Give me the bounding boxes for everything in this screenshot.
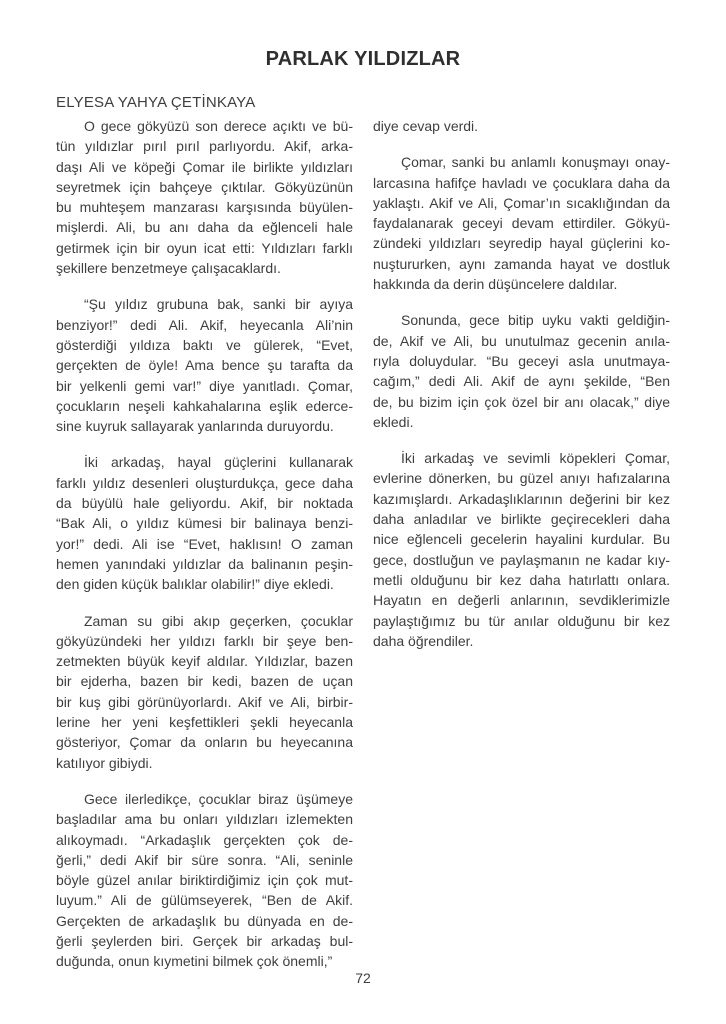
text-line: getirmek için bir oyun icat etti: Yıldızları farklı	[56, 239, 353, 256]
paragraph	[373, 152, 670, 294]
text-line: çocukların neşeli kahkahalarına eşlik ederce-	[56, 397, 353, 414]
text-line: başladılar ama bu onları yıldızları izlemekten	[56, 811, 353, 828]
text-line: benziyor!” dedi Ali. Akif, heyecanla Ali’nin	[56, 316, 353, 333]
text-line: Sonunda, gece bitip uyku vakti geldiğin-	[401, 312, 670, 329]
paragraph	[56, 452, 353, 594]
text-line: gökyüzündeki her yıldızı farklı bir şeye ben-	[56, 632, 353, 649]
text-line: hemen yanındaki yıldızlar da balinanın peşin-	[56, 555, 353, 572]
text-line: “Bak Ali, o yıldız kümesi bir balinaya benzi-	[56, 515, 353, 532]
text-line: kazımışlardı. Arkadaşlıklarının değerini bir kez	[373, 490, 670, 507]
text-line: Gerçekten de arkadaşlık bu dünyada en de-	[56, 912, 353, 929]
paragraph	[373, 310, 670, 432]
text-line: seyretmek için bahçeye çıktılar. Gökyüzünün	[56, 178, 353, 195]
text-line: daşı Ali ve köpeği Çomar ile birlikte yıldızları	[56, 158, 353, 175]
text-line: rıyla doluydular. “Bu geceyi asla unutmaya-	[373, 352, 670, 369]
text-line: Hayatın en değerli anlarının, sevdiklerimizle	[373, 592, 670, 609]
paragraph	[373, 448, 670, 651]
paragraph	[56, 116, 353, 278]
text-line: ekledi.	[373, 413, 414, 430]
paragraph	[56, 294, 353, 436]
text-line: daha anladılar ve birlikte geçirecekleri daha	[373, 511, 670, 528]
text-line: böyle güzel anılar biriktirdiğimiz için çok mut-	[56, 872, 353, 889]
page-title: PARLAK YILDIZLAR	[265, 48, 461, 70]
text-line: ğerli,” dedi Akif bir süre sonra. “Ali, seninle	[56, 851, 353, 868]
text-line: “Şu yıldız grubuna bak, sanki bir ayıya	[84, 296, 353, 313]
text-line: yor!” dedi. Ali ise “Evet, haklısın! O zaman	[56, 535, 353, 552]
text-line: luyum.” Ali de gülümseyerek, “Ben de Akif.	[56, 892, 353, 909]
text-line: nuştururken, aynı zamanda hayat ve dostluk	[373, 255, 670, 272]
text-line: gerçekten de öyle! Ama bence şu tarafta da	[56, 357, 353, 374]
text-line: da büyülü hale geliyordu. Akif, bir noktada	[56, 495, 353, 512]
text-line: Zaman su gibi akıp geçerken, çocuklar	[84, 612, 353, 629]
text-line: gösteriyor, Çomar da onların bu heyecanına	[56, 734, 353, 751]
text-line: İki arkadaş, hayal güçlerini kullanarak	[84, 454, 353, 471]
text-line: gece, dostluğun ve paylaşmanın ne kadar kıy-	[373, 551, 670, 568]
text-line: gösterdiği yıldıza baktı ve gülerek, “Evet,	[56, 336, 353, 353]
text-line: şekillere benzetmeye çalışacaklardı.	[56, 260, 281, 277]
text-line: paylaştığımız bu tür anılar olduğunu bir kez	[373, 612, 670, 629]
text-line: cağım,” dedi Ali. Akif de aynı şekilde, “Ben	[373, 373, 670, 390]
paragraph	[56, 789, 353, 972]
text-line: bu muhteşem manzarası karşısında büyülen-	[56, 199, 353, 216]
text-columns	[56, 116, 670, 988]
text-line: yaklaştı. Akif ve Ali, Çomar’ın sıcaklığından da	[373, 194, 670, 211]
text-line: bir ejderha, bazen bir kedi, bazen de uçan	[56, 673, 353, 690]
text-line: den giden küçük balıklar olabilir!” diye ekledi.	[56, 576, 334, 593]
text-line: metli olduğunu bir kez daha hatırlattı onlara.	[373, 571, 670, 588]
text-line: bir kuş gibi görünüyorlardı. Akif ve Ali, birbir-	[56, 693, 353, 710]
left-column	[56, 116, 353, 988]
text-line: zündeki yıldızları seyredip hayal güçlerini ko-	[373, 235, 670, 252]
text-line: nice eğlenceli gecelerin hayalini kurdular. Bu	[373, 531, 670, 548]
text-line: daha öğrendiler.	[373, 632, 474, 649]
paragraph	[373, 116, 670, 136]
text-line: Çomar, sanki bu anlamlı konuşmayı onay-	[401, 154, 670, 171]
right-column	[373, 116, 670, 988]
text-line: de, Akif ve Ali, bu unutulmaz gecenin anıla-	[373, 332, 670, 349]
text-line: tün yıldızlar pırıl pırıl parlıyordu. Akif, arka-	[56, 138, 353, 155]
text-line: Gece ilerledikçe, çocuklar biraz üşümeye	[84, 790, 353, 807]
text-line: O gece gökyüzü son derece açıktı ve bü-	[84, 118, 353, 134]
text-line: zetmekten büyük keyif aldılar. Yıldızlar, bazen	[56, 653, 353, 670]
text-line: hakkında da derin düşüncelere daldılar.	[373, 276, 618, 293]
text-line: ğerli şeylerden biri. Gerçek bir arkadaş bul-	[56, 932, 353, 949]
author-name: ELYESA YAHYA ÇETİNKAYA	[56, 94, 256, 111]
text-line: de, bu bizim için çok özel bir anı olacak,” diye	[373, 393, 670, 410]
text-line: duğunda, onun kıymetini bilmek çok önemli,”	[56, 953, 333, 970]
text-line: katılıyor gibiydi.	[56, 754, 153, 771]
page-number: 72	[355, 970, 371, 986]
text-line: alıkoymadı. “Arkadaşlık gerçekten çok de-	[56, 831, 353, 848]
text-line: sine kuyruk sallayarak yanlarında duruyordu.	[56, 418, 334, 435]
text-line: İki arkadaş ve sevimli köpekleri Çomar,	[401, 450, 670, 467]
paragraph	[56, 611, 353, 773]
text-line: diye cevap verdi.	[373, 118, 479, 134]
text-line: faydalanarak geceyi devam ettirdiler. Gökyü-	[373, 215, 670, 232]
text-line: mişlerdi. Ali, bu anı daha da eğlenceli hale	[56, 219, 353, 236]
text-line: larcasına hafifçe havladı ve çocuklara daha da	[373, 174, 670, 191]
text-line: bir yelkenli gemi var!” diye yanıtladı. Çomar,	[56, 377, 353, 394]
text-line: lerine her yeni keşfettikleri şekli heyecanla	[56, 714, 353, 731]
text-line: evlerine dönerken, bu güzel anıyı hafızalarına	[373, 470, 670, 487]
text-line: farklı yıldız desenleri oluşturdukça, gece daha	[56, 474, 353, 491]
